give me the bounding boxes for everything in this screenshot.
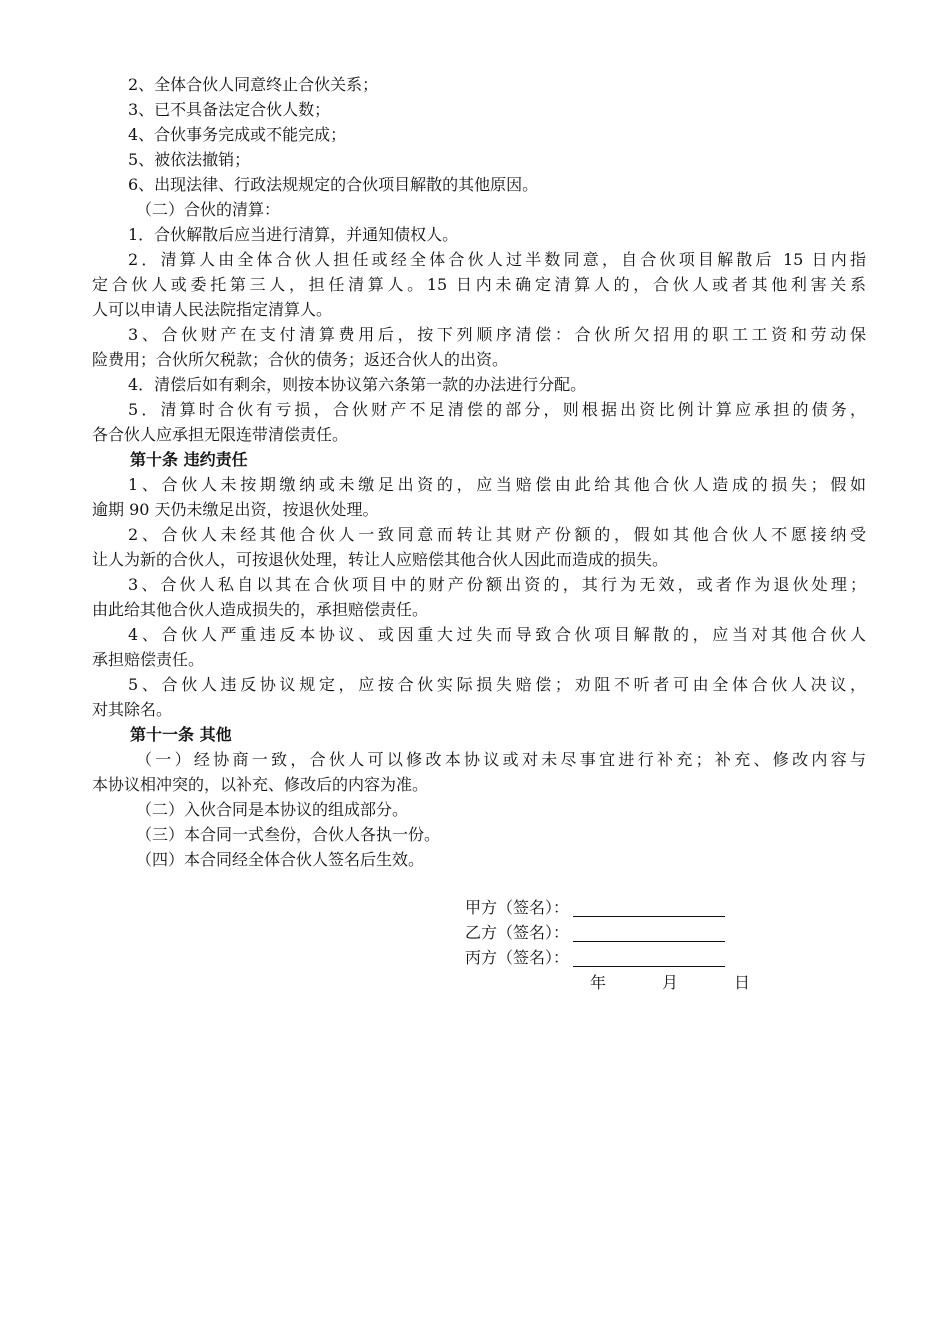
signature-label-party-a: 甲方（签名）： [465,898,570,917]
document-body [92,72,866,872]
text-line: 4．清偿后如有剩余，则按本协议第六条第一款的办法进行分配。 [128,375,587,394]
text-line: （二）合伙的清算： [136,200,281,219]
text-line: 1、合伙人未按期缴纳或未缴足出资的，应当赔偿由此给其他合伙人造成的损失；假如 [128,475,866,494]
signature-line-party-a [573,899,725,917]
text-line: 4、合伙人严重违反本协议、或因重大过失而导致合伙项目解散的，应当对其他合伙人 [128,625,866,644]
text-line: 4、合伙事务完成或不能完成； [128,125,347,144]
text-line: 对其除名。 [92,700,173,719]
text-line: 承担赔偿责任。 [92,650,205,669]
date-year: 年 [590,973,607,992]
text-line: 5、合伙人违反协议规定，应按合伙实际损失赔偿；劝阻不听者可由全体合伙人决议， [128,675,866,694]
text-line: 险费用；合伙所欠税款；合伙的债务；返还合伙人的出资。 [92,350,509,369]
text-line: 5、被依法撤销； [128,150,251,169]
text-line: 人可以申请人民法院指定清算人。 [92,300,333,319]
signature-row-party-c [465,945,765,970]
section-heading: 第十条 违约责任 [130,450,248,469]
text-line: 2、合伙人未经其他合伙人一致同意而转让其财产份额的，假如其他合伙人不愿接纳受 [128,525,866,544]
text-line: 各合伙人应承担无限连带清偿责任。 [92,425,349,444]
text-line: 1．合伙解散后应当进行清算，并通知债权人。 [128,225,459,244]
text-line: （一）经协商一致，合伙人可以修改本协议或对未尽事宜进行补充；补充、修改内容与 [136,750,866,769]
text-line: 逾期 90 天仍未缴足出资，按退伙处理。 [92,500,379,519]
date-month: 月 [661,973,678,992]
signature-label-party-c: 丙方（签名）： [465,948,570,967]
text-line: 让人为新的合伙人，可按退伙处理，转让人应赔偿其他合伙人因此而造成的损失。 [92,550,669,569]
text-line: 本协议相冲突的，以补充、修改后的内容为准。 [92,775,429,794]
signature-row-party-b [465,920,765,945]
signature-line-party-c [573,949,725,967]
text-line: （二）入伙合同是本协议的组成部分。 [136,800,409,819]
date-day: 日 [733,973,750,992]
signature-block [465,895,765,970]
text-line: 由此给其他合伙人造成损失的，承担赔偿责任。 [92,600,429,619]
text-line: 定合伙人或委托第三人，担任清算人。15 日内未确定清算人的，合伙人或者其他利害关系 [92,275,866,294]
section-heading: 第十一条 其他 [130,725,232,744]
text-line: 2．清算人由全体合伙人担任或经全体合伙人过半数同意，自合伙项目解散后 15 日内指 [128,250,866,269]
text-line: 6、出现法律、行政法规规定的合伙项目解散的其他原因。 [128,175,539,194]
text-line: 3、合伙人私自以其在合伙项目中的财产份额出资的，其行为无效，或者作为退伙处理； [128,575,866,594]
signature-line-party-b [573,924,725,942]
text-line: 2、全体合伙人同意终止合伙关系； [128,75,379,94]
signature-row-party-a [465,895,765,920]
text-line: 3、已不具备法定合伙人数； [128,100,331,119]
text-line: （四）本合同经全体合伙人签名后生效。 [136,850,425,869]
text-line: 5．清算时合伙有亏损，合伙财产不足清偿的部分，则根据出资比例计算应承担的债务， [128,400,866,419]
text-line: （三）本合同一式叁份，合伙人各执一份。 [136,825,441,844]
text-line: 3、合伙财产在支付清算费用后，按下列顺序清偿：合伙所欠招用的职工工资和劳动保 [128,325,866,344]
signature-label-party-b: 乙方（签名）： [465,923,570,942]
date-row [590,970,750,995]
